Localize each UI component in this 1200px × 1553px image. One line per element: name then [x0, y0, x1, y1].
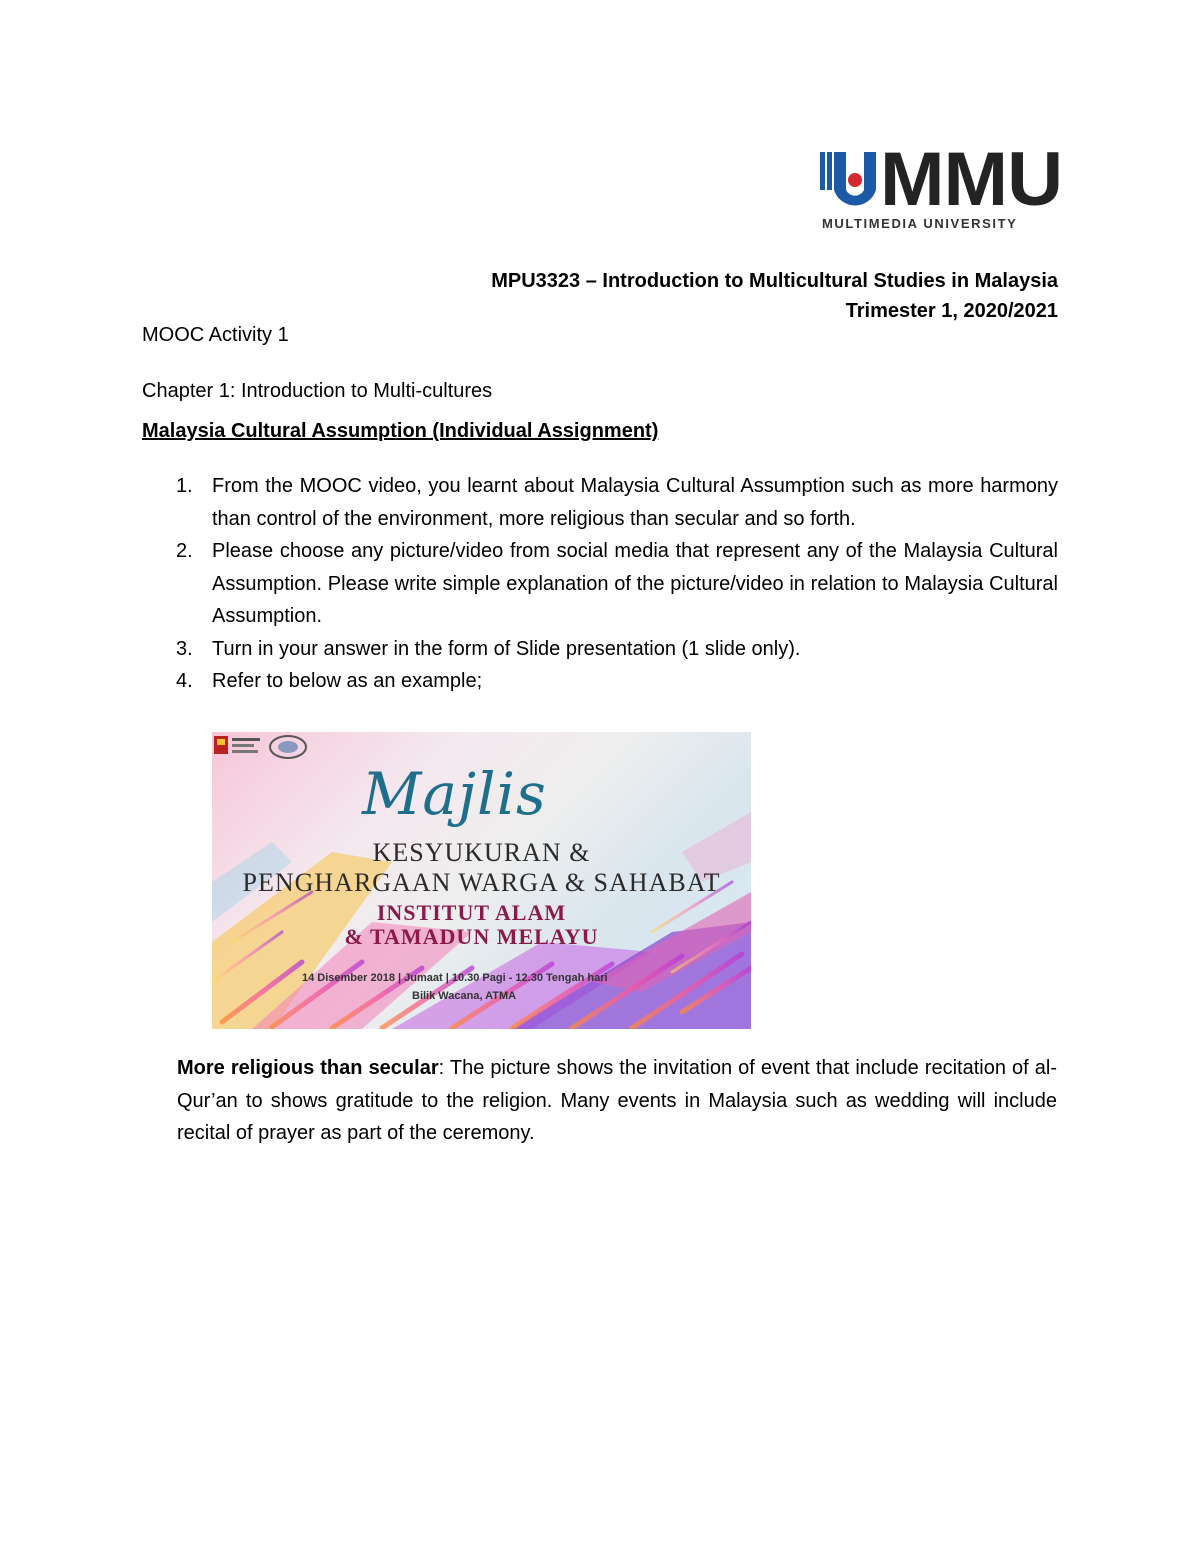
assignment-subtitle: Malaysia Cultural Assumption (Individual Assignment) [142, 420, 659, 442]
list-item [142, 665, 1058, 698]
banner-date: 14 Disember 2018 | Jumaat | 10.30 Pagi - 12.30 Tengah hari [302, 972, 608, 984]
banner-title: Majlis [362, 760, 547, 828]
chapter-label: Chapter 1: Introduction to Multi-cultures [142, 380, 493, 402]
list-item [142, 633, 1058, 666]
university-logo [818, 137, 1063, 234]
example-banner-image [212, 732, 751, 1029]
list-item-text: Turn in your answer in the form of Slide presentation (1 slide only). [212, 637, 801, 660]
explanation-text: : The picture shows the invitation of event that include recitation of al-Qur’an to shows gratitude to the religion. Many events in Malaysia such as wedding will include recital of prayer as part of the ceremony. [177, 1057, 1057, 1144]
list-item-number: 2. [176, 540, 193, 562]
banner-institute: & TAMADUN MELAYU [344, 924, 599, 949]
list-item-number: 3. [176, 637, 193, 660]
list-item [142, 535, 1058, 633]
banner-venue: Bilik Wacana, ATMA [412, 990, 517, 1002]
list-item [142, 470, 1058, 535]
list-item-text: Refer to below as an example; [212, 670, 483, 692]
trimester: Trimester 1, 2020/2021 [845, 300, 1058, 322]
instruction-list [142, 470, 1058, 698]
mmu-emblem-icon [818, 150, 878, 212]
banner-institute: INSTITUT ALAM [376, 900, 567, 925]
logo-wordmark: MMU [880, 137, 1063, 222]
list-item-text: Please choose any picture/video from social media that represent any of the Malaysia Cultural Assumption. Please write simple explanation of the picture/video in relation to Malaysia Cultural Assumption. [212, 540, 1058, 627]
example-explanation [177, 1052, 1057, 1150]
explanation-label: More religious than secular [177, 1057, 439, 1079]
banner-line: KESYUKURAN & [372, 838, 591, 867]
activity-label: MOOC Activity 1 [142, 324, 289, 346]
list-item-number: 1. [176, 475, 193, 497]
sponsor-logos-icon [212, 732, 312, 764]
logo-subtitle: MULTIMEDIA UNIVERSITY [822, 216, 1018, 231]
course-header [491, 266, 1058, 326]
banner-line: PENGHARGAAN WARGA & SAHABAT [242, 868, 721, 897]
course-title: MPU3323 – Introduction to Multicultural Studies in Malaysia [491, 270, 1058, 292]
list-item-text: From the MOOC video, you learnt about Malaysia Cultural Assumption such as more harmony than control of the environment, more religious than secular and so forth. [212, 475, 1058, 530]
list-item-number: 4. [176, 670, 193, 692]
